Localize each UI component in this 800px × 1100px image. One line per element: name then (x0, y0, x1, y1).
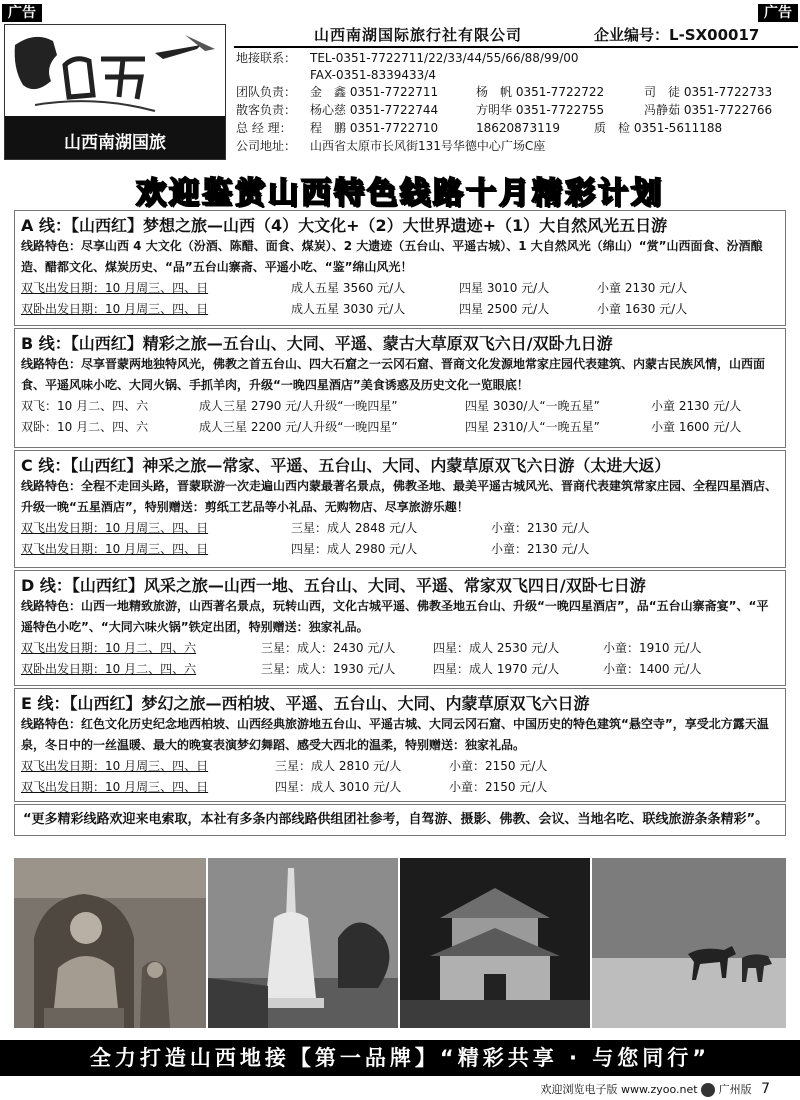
site-logo-icon (701, 1083, 715, 1097)
route-date-row: 双飞出发日期：10 月周三、四、日 三星：成人 2848 元/人 小童：2130 元/人 (21, 521, 590, 535)
route-b (14, 328, 786, 448)
route-e (14, 688, 786, 802)
contact-address: 公司地址： 山西省太原市长风街131号华德中心广场C座 (236, 139, 546, 153)
agency-header (2, 20, 798, 164)
contact-fax: FAX-0351-8339433/4 (310, 68, 436, 82)
route-title: B 线：【山西红】精彩之旅—五台山、大同、平遥、蒙古大草原双飞六日/双卧九日游 (21, 334, 613, 353)
route-title: E 线：【山西红】梦幻之旅—西柏坡、平遥、五台山、大同、内蒙草原双飞六日游 (21, 694, 590, 713)
route-date-row: 双卧出发日期：10 月周三、四、日 成人五星 3030 元/人 四星 2500 元/人 小童 1630 元/人 (21, 302, 688, 316)
route-date-row: 双卧：10 月二、四、六 成人三星 2200 元/人升级“一晚四星” 四星 2310/人“一晚五星” 小童 1600 元/人 (21, 420, 742, 434)
route-date-row: 双飞出发日期：10 月周三、四、日 成人五星 3560 元/人 四星 3010 元/人 小童 2130 元/人 (21, 281, 688, 295)
photo-buddha-grottoes (14, 858, 206, 1028)
more-routes-note: “更多精彩线路欢迎来电索取，本社有多条内部线路供组团社参考，自驾游、摄影、佛教、会议、当地名吃、联线旅游条条精彩”。 (14, 804, 786, 836)
agency-logo (4, 24, 226, 160)
photo-strip (14, 858, 786, 1028)
route-title: D 线：【山西红】风采之旅—山西一地、五台山、大同、平遥、常家双飞四日/双卧七日游 (21, 576, 646, 595)
route-feature: 线路特色：山西一地精致旅游，山西著名景点，玩转山西，文化古城平遥、佛教圣地五台山、升级“一晚四星酒店”，品“五台山寨斋宴”、“平遥特色小吃”、“大同六味火锅”铁定出团，特别赠送：独家礼品。 (21, 599, 769, 634)
logo-agency-name: 山西南湖国旅 (64, 133, 166, 153)
page-number: 7 (761, 1081, 770, 1097)
company-name: 山西南湖国际旅行社有限公司 (314, 26, 523, 44)
slogan-banner: 全力打造山西地接【第一品牌】“精彩共享 · 与您同行” (0, 1040, 800, 1076)
header-rule (234, 46, 798, 48)
route-c (14, 450, 786, 568)
footer-website: 欢迎浏览电子版 www.zyoo.net (540, 1083, 698, 1096)
contact-individual: 散客负责： 杨心慈 0351-7722744 方明华 0351-7722755 冯静茹 0351-7722766 (236, 103, 773, 117)
route-d (14, 570, 786, 686)
route-feature: 线路特色：尽享晋蒙两地独特风光，佛教之首五台山、四大石窟之一云冈石窟、晋商文化发源地常家庄园代表建筑、内蒙古民族风情，山西面食、平遥风味小吃、大同火锅、手抓羊肉，升级“一晚四星酒店”美食诱惑及历史文化一览眼底！ (21, 357, 766, 392)
photo-grassland-horses (592, 858, 786, 1028)
route-a (14, 210, 786, 326)
route-feature: 线路特色：尽享山西 4 大文化（汾酒、陈醋、面食、煤炭）、2 大遗迹（五台山、平遥古城）、1 大自然风光（绵山）“赏”山西面食、汾酒酿造、醋都文化、煤炭历史、“品”五台山寨斋、平遥小吃、“鉴”绵山风光！ (21, 239, 763, 274)
ad-tag-right: 广告 (758, 4, 798, 22)
contact-manager: 总 经 理： 程 鹏 0351-7722710 18620873119 质 检 0351-5611188 (236, 121, 723, 135)
footer-edition: 广州版 (718, 1083, 752, 1096)
page-footer (541, 1081, 771, 1097)
route-date-row: 双飞出发日期：10 月二、四、六 三星：成人：2430 元/人 四星：成人 2530 元/人 小童：1910 元/人 (21, 641, 702, 655)
company-id: 企业编号：L-SX00017 (594, 26, 760, 44)
photo-white-pagoda (208, 858, 398, 1028)
route-title: C 线：【山西红】神采之旅—常家、平遥、五台山、大同、内蒙草原双飞六日游（太进大返） (21, 456, 671, 475)
photo-tower-night (400, 858, 590, 1028)
ad-tag-left: 广告 (2, 4, 42, 22)
main-title: 欢迎鉴赏山西特色线路十月精彩计划 (136, 176, 664, 211)
route-date-row: 双飞：10 月二、四、六 成人三星 2790 元/人升级“一晚四星” 四星 3030/人“一晚五星” 小童 2130 元/人 (21, 399, 742, 413)
route-date-row: 双卧出发日期：10 月二、四、六 三星：成人：1930 元/人 四星：成人 1970 元/人 小童：1400 元/人 (21, 662, 702, 676)
route-feature: 线路特色：全程不走回头路，晋蒙联游一次走遍山西内蒙最著名景点，佛教圣地、最美平遥古城风光、晋商代表建筑常家庄园、全程四星酒店、升级一晚“五星酒店”，特别赠送：剪纸工艺品等小礼品、无购物店、尽享旅游乐趣！ (21, 479, 778, 514)
route-date-row: 双飞出发日期：10 月周三、四、日 四星：成人 3010 元/人 小童：2150 元/人 (21, 780, 548, 794)
route-feature: 线路特色：红色文化历史纪念地西柏坡、山西经典旅游地五台山、平遥古城、大同云冈石窟、中国历史的特色建筑“悬空寺”，享受北方露天温泉，冬日中的一丝温暖、最大的晚宴表演梦幻舞蹈、感受大西北的温柔，特别赠送：独家礼品。 (21, 717, 769, 752)
route-date-row: 双飞出发日期：10 月周三、四、日 三星：成人 2810 元/人 小童：2150 元/人 (21, 759, 548, 773)
contact-local: 地接联系： TEL-0351-7722711/22/33/44/55/66/88/99/00 (236, 51, 579, 65)
route-title: A 线：【山西红】梦想之旅—山西（4）大文化+（2）大世界遗迹+（1）大自然风光五日游 (21, 216, 668, 235)
contact-team: 团队负责： 金 鑫 0351-7722711 杨 帆 0351-7722722 司 徒 0351-7722733 (236, 85, 773, 99)
route-date-row: 双飞出发日期：10 月周三、四、日 四星：成人 2980 元/人 小童：2130 元/人 (21, 542, 590, 556)
